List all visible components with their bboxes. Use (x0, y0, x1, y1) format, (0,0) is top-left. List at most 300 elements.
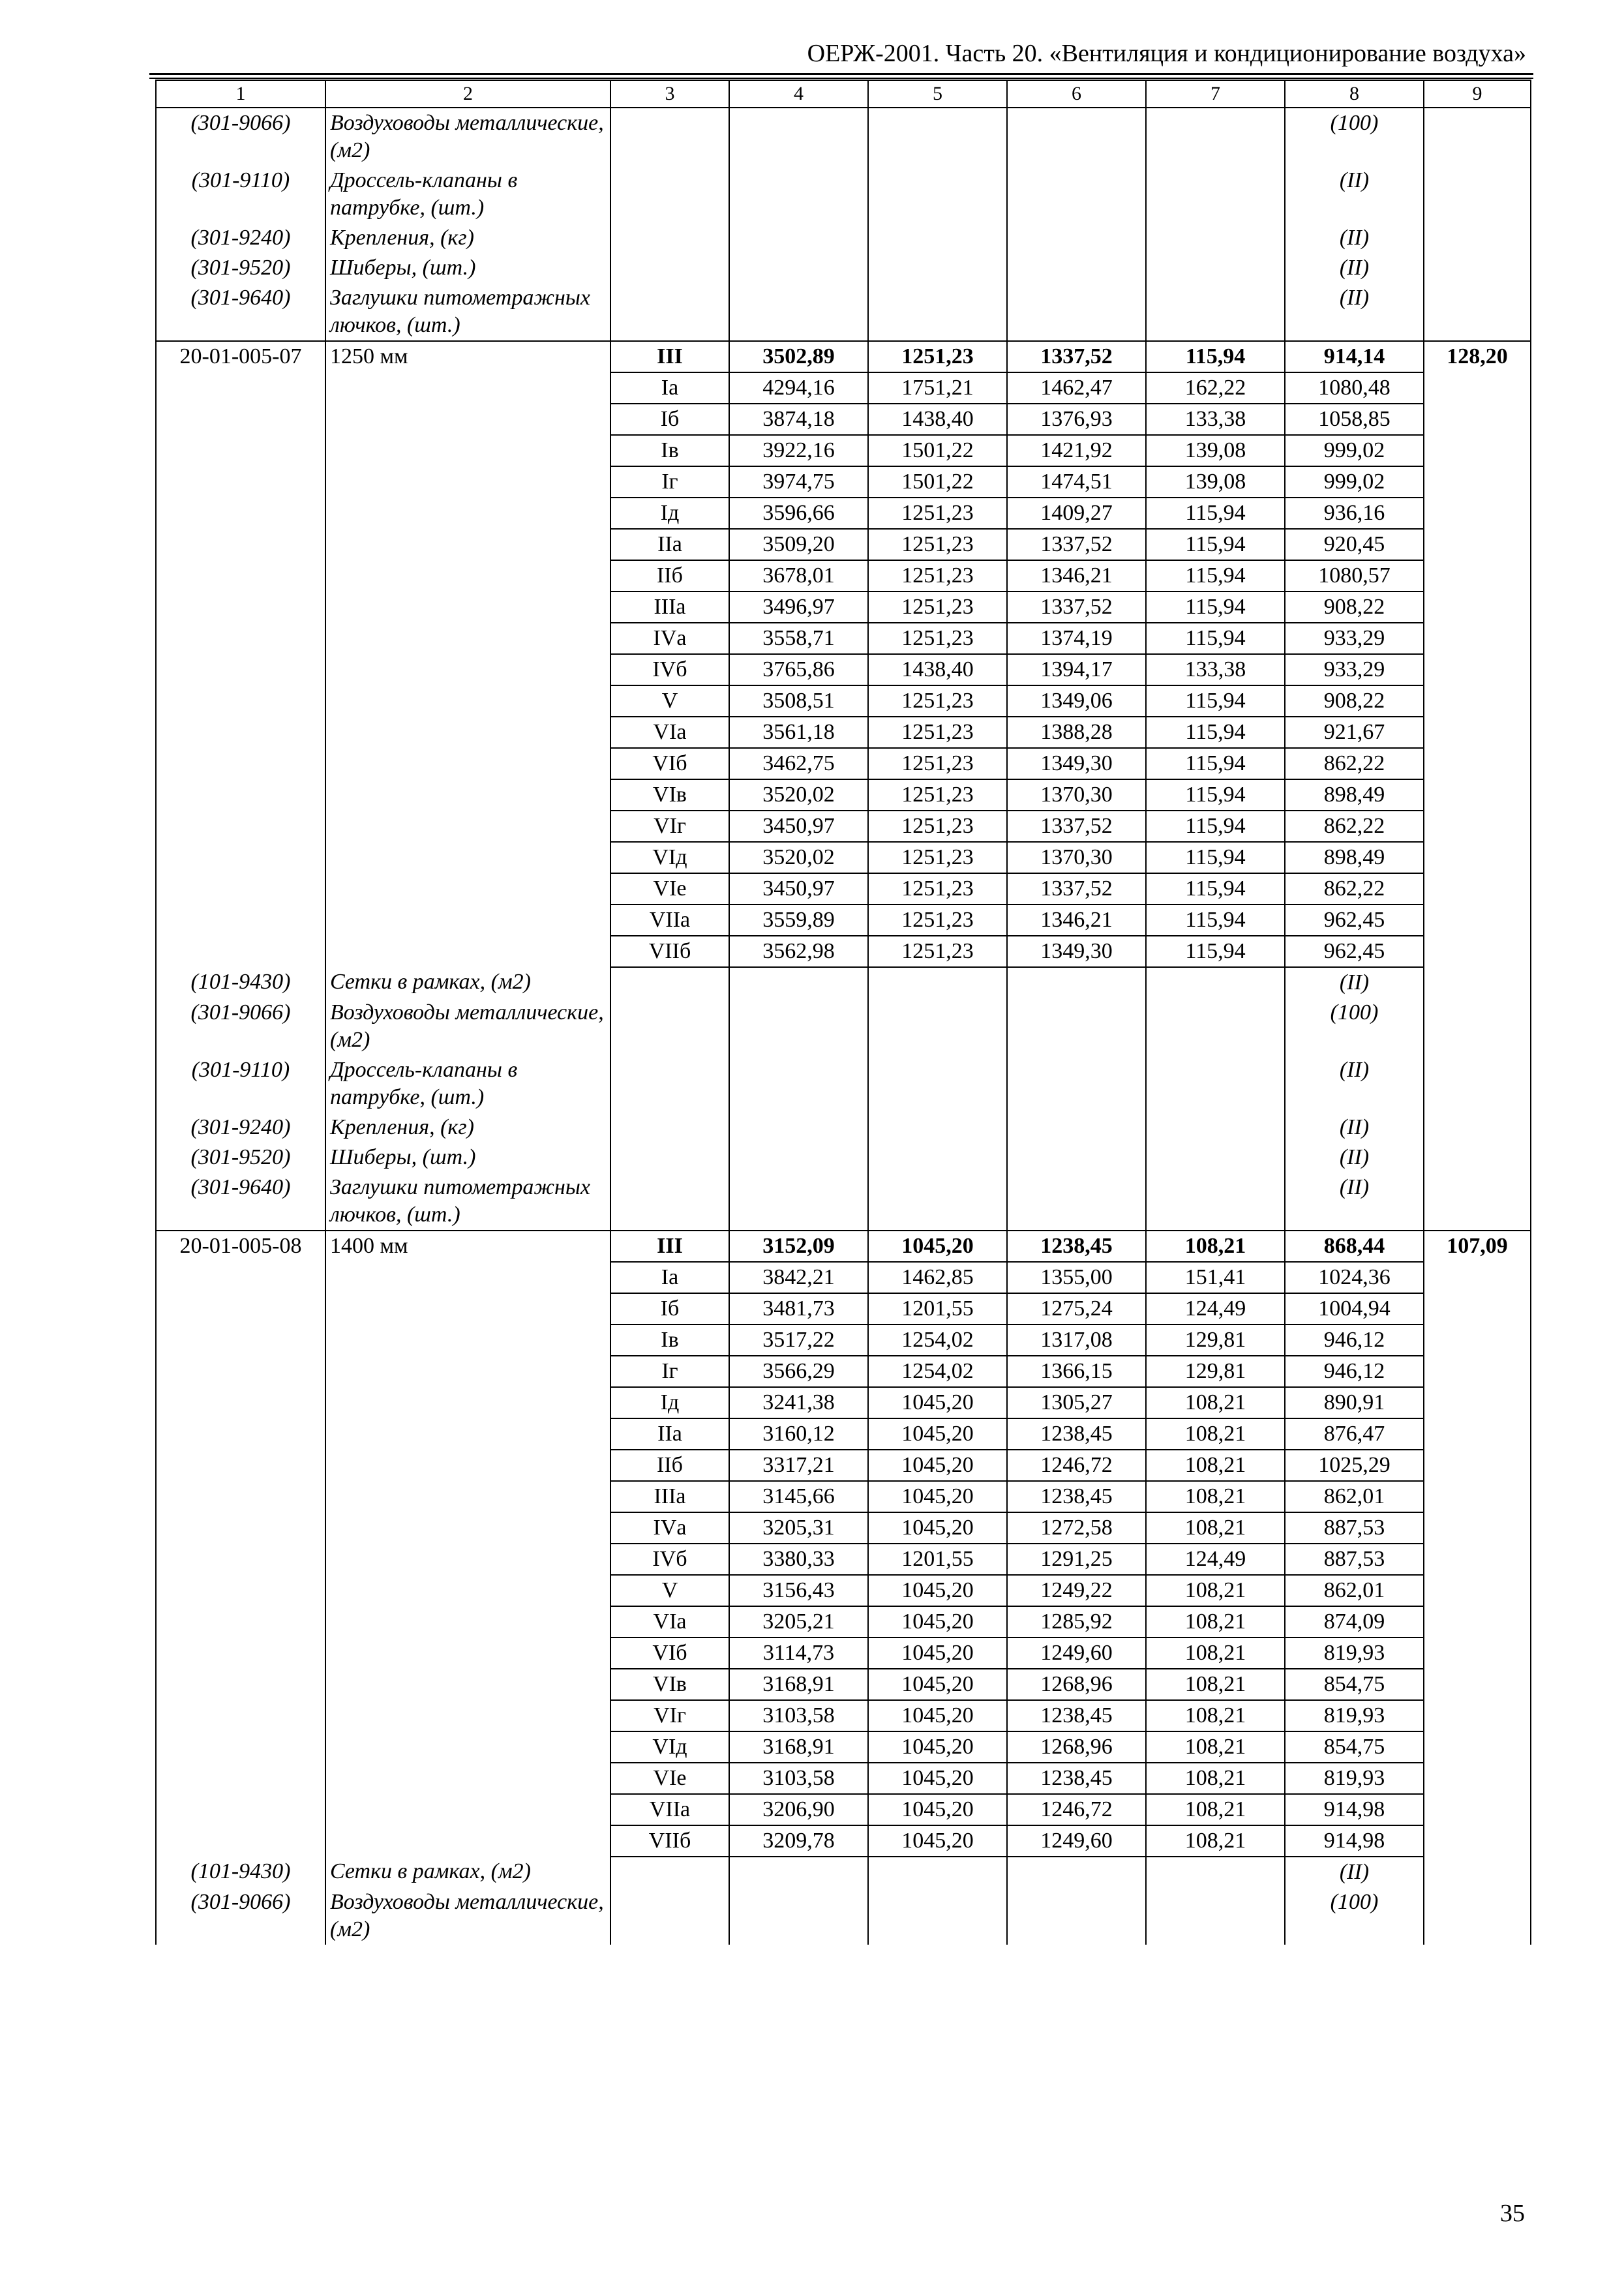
material-row (156, 998, 1531, 1055)
zone-label: VIIа (610, 905, 729, 936)
cost-machinists-wages: 108,21 (1146, 1512, 1285, 1544)
empty-cell (1007, 967, 1146, 998)
empty-cell (325, 936, 610, 967)
empty-cell (156, 1262, 325, 1293)
material-row (156, 1143, 1531, 1173)
empty-cell (325, 529, 610, 560)
cost-machinists-wages: 133,38 (1146, 654, 1285, 685)
cost-machinists-wages: 108,21 (1146, 1669, 1285, 1700)
cost-labor: 1462,85 (868, 1262, 1007, 1293)
empty-cell (156, 1700, 325, 1731)
empty-cell (729, 1173, 868, 1231)
empty-cell (325, 1763, 610, 1794)
material-row (156, 1887, 1531, 1945)
empty-cell (156, 1606, 325, 1638)
cost-machinists-wages: 108,21 (1146, 1763, 1285, 1794)
empty-cell (1146, 1113, 1285, 1143)
empty-cell (1146, 108, 1285, 166)
empty-cell (610, 967, 729, 998)
cost-total: 3205,31 (729, 1512, 868, 1544)
cost-labor: 1251,23 (868, 591, 1007, 623)
material-quantity: (II) (1285, 1113, 1424, 1143)
empty-cell (325, 1418, 610, 1450)
zone-label: VIа (610, 717, 729, 748)
cost-machines: 1462,47 (1007, 372, 1146, 404)
rate-row-main (156, 1231, 1531, 1262)
cost-machinists-wages: 139,08 (1146, 435, 1285, 466)
labor-hours: 107,09 (1424, 1231, 1531, 1262)
empty-cell (325, 1825, 610, 1857)
cost-machinists-wages: 124,49 (1146, 1293, 1285, 1324)
zone-label: V (610, 1575, 729, 1606)
cost-machines: 1272,58 (1007, 1512, 1146, 1544)
rates-table (155, 80, 1531, 1945)
empty-cell (156, 591, 325, 623)
empty-cell (156, 717, 325, 748)
rate-row (156, 529, 1531, 560)
cost-machines: 1366,15 (1007, 1356, 1146, 1387)
cost-machinists-wages: 115,94 (1146, 685, 1285, 717)
column-number: 4 (729, 80, 868, 108)
rate-row (156, 560, 1531, 591)
empty-cell (1424, 967, 1531, 998)
cost-total: 3520,02 (729, 779, 868, 811)
cost-machinists-wages: 115,94 (1146, 936, 1285, 967)
material-name: Сетки в рамках, (м2) (325, 1857, 610, 1887)
cost-labor: 1045,20 (868, 1450, 1007, 1481)
empty-cell (1424, 1544, 1531, 1575)
zone-label: IVб (610, 1544, 729, 1575)
rate-row (156, 1356, 1531, 1387)
empty-cell (1424, 1669, 1531, 1700)
empty-cell (325, 1512, 610, 1544)
rate-row (156, 1418, 1531, 1450)
empty-cell (610, 108, 729, 166)
cost-machines: 1268,96 (1007, 1731, 1146, 1763)
zone-label: IIа (610, 1418, 729, 1450)
empty-cell (325, 905, 610, 936)
cost-total: 3160,12 (729, 1418, 868, 1450)
empty-cell (156, 1763, 325, 1794)
empty-cell (325, 560, 610, 591)
cost-machines: 1337,52 (1007, 591, 1146, 623)
empty-cell (729, 166, 868, 223)
empty-cell (729, 1887, 868, 1945)
empty-cell (1007, 1055, 1146, 1113)
cost-labor: 1251,23 (868, 905, 1007, 936)
cost-labor: 1251,23 (868, 560, 1007, 591)
empty-cell (1424, 1387, 1531, 1418)
cost-materials: 920,45 (1285, 529, 1424, 560)
cost-machinists-wages: 129,81 (1146, 1356, 1285, 1387)
cost-machinists-wages: 139,08 (1146, 466, 1285, 498)
cost-total: 3450,97 (729, 873, 868, 905)
cost-machinists-wages: 115,94 (1146, 498, 1285, 529)
cost-total: 3103,58 (729, 1763, 868, 1794)
empty-cell (729, 1857, 868, 1887)
cost-machinists-wages: 115,94 (1146, 341, 1285, 372)
empty-cell (868, 1113, 1007, 1143)
cost-machines: 1238,45 (1007, 1481, 1146, 1512)
empty-cell (868, 283, 1007, 341)
cost-total: 3481,73 (729, 1293, 868, 1324)
rate-row (156, 654, 1531, 685)
empty-cell (156, 529, 325, 560)
empty-cell (1424, 1825, 1531, 1857)
rate-row (156, 404, 1531, 435)
material-row (156, 1055, 1531, 1113)
empty-cell (325, 717, 610, 748)
cost-labor: 1045,20 (868, 1387, 1007, 1418)
empty-cell (325, 748, 610, 779)
cost-materials: 862,22 (1285, 811, 1424, 842)
cost-labor: 1045,20 (868, 1481, 1007, 1512)
material-row (156, 223, 1531, 253)
rate-row (156, 1544, 1531, 1575)
zone-label: IIIа (610, 1481, 729, 1512)
material-code: (301-9240) (156, 223, 325, 253)
empty-cell (1424, 811, 1531, 842)
empty-cell (1146, 998, 1285, 1055)
empty-cell (729, 253, 868, 283)
cost-machinists-wages: 108,21 (1146, 1825, 1285, 1857)
cost-machinists-wages: 115,94 (1146, 873, 1285, 905)
cost-labor: 1251,23 (868, 873, 1007, 905)
empty-cell (1424, 654, 1531, 685)
cost-machines: 1275,24 (1007, 1293, 1146, 1324)
cost-total: 3317,21 (729, 1450, 868, 1481)
cost-materials: 914,98 (1285, 1794, 1424, 1825)
cost-materials: 1024,36 (1285, 1262, 1424, 1293)
empty-cell (1424, 1262, 1531, 1293)
zone-label: VIа (610, 1606, 729, 1638)
cost-machinists-wages: 108,21 (1146, 1231, 1285, 1262)
cost-machines: 1249,60 (1007, 1825, 1146, 1857)
cost-total: 3765,86 (729, 654, 868, 685)
empty-cell (1424, 560, 1531, 591)
zone-label: VIб (610, 1638, 729, 1669)
cost-machinists-wages: 115,94 (1146, 529, 1285, 560)
empty-cell (325, 623, 610, 654)
rate-row (156, 1638, 1531, 1669)
empty-cell (1424, 1324, 1531, 1356)
empty-cell (868, 108, 1007, 166)
empty-cell (156, 1825, 325, 1857)
empty-cell (1424, 1356, 1531, 1387)
zone-label: VIг (610, 1700, 729, 1731)
cost-labor: 1254,02 (868, 1324, 1007, 1356)
material-quantity: (II) (1285, 1857, 1424, 1887)
cost-total: 3509,20 (729, 529, 868, 560)
cost-total: 3205,21 (729, 1606, 868, 1638)
empty-cell (156, 842, 325, 873)
cost-materials: 887,53 (1285, 1544, 1424, 1575)
material-quantity: (II) (1285, 253, 1424, 283)
cost-machines: 1346,21 (1007, 905, 1146, 936)
empty-cell (325, 873, 610, 905)
cost-materials: 819,93 (1285, 1700, 1424, 1731)
empty-cell (156, 811, 325, 842)
zone-label: VIб (610, 748, 729, 779)
cost-total: 3156,43 (729, 1575, 868, 1606)
empty-cell (325, 498, 610, 529)
empty-cell (610, 1113, 729, 1143)
cost-labor: 1251,23 (868, 341, 1007, 372)
empty-cell (1424, 1731, 1531, 1763)
material-name: Шиберы, (шт.) (325, 253, 610, 283)
empty-cell (1146, 967, 1285, 998)
zone-label: VIд (610, 842, 729, 873)
zone-label: IVа (610, 623, 729, 654)
empty-cell (610, 1055, 729, 1113)
empty-cell (610, 1857, 729, 1887)
zone-label: Iг (610, 466, 729, 498)
empty-cell (1424, 1512, 1531, 1544)
rate-row (156, 435, 1531, 466)
empty-cell (325, 435, 610, 466)
empty-cell (1424, 466, 1531, 498)
empty-cell (729, 1055, 868, 1113)
cost-machines: 1394,17 (1007, 654, 1146, 685)
cost-materials: 868,44 (1285, 1231, 1424, 1262)
empty-cell (325, 779, 610, 811)
empty-cell (868, 1173, 1007, 1231)
zone-label: Iв (610, 1324, 729, 1356)
cost-materials: 962,45 (1285, 936, 1424, 967)
rate-row (156, 466, 1531, 498)
empty-cell (156, 466, 325, 498)
empty-cell (1146, 166, 1285, 223)
empty-cell (325, 1262, 610, 1293)
cost-total: 3566,29 (729, 1356, 868, 1387)
page-number: 35 (1500, 2200, 1525, 2227)
empty-cell (610, 253, 729, 283)
rate-row (156, 685, 1531, 717)
material-row (156, 166, 1531, 223)
material-code: (101-9430) (156, 967, 325, 998)
material-row (156, 967, 1531, 998)
empty-cell (156, 779, 325, 811)
cost-total: 3561,18 (729, 717, 868, 748)
column-number: 1 (156, 80, 325, 108)
cost-total: 3562,98 (729, 936, 868, 967)
empty-cell (1007, 223, 1146, 253)
zone-label: VIв (610, 1669, 729, 1700)
empty-cell (1424, 1173, 1531, 1231)
zone-label: III (610, 1231, 729, 1262)
cost-materials: 914,98 (1285, 1825, 1424, 1857)
cost-machinists-wages: 129,81 (1146, 1324, 1285, 1356)
cost-total: 3209,78 (729, 1825, 868, 1857)
empty-cell (1007, 1143, 1146, 1173)
rate-row (156, 748, 1531, 779)
cost-total: 3103,58 (729, 1700, 868, 1731)
empty-cell (325, 372, 610, 404)
empty-cell (1146, 283, 1285, 341)
cost-total: 3842,21 (729, 1262, 868, 1293)
zone-label: VIIб (610, 1825, 729, 1857)
empty-cell (1007, 998, 1146, 1055)
empty-cell (1424, 1055, 1531, 1113)
cost-machinists-wages: 124,49 (1146, 1544, 1285, 1575)
empty-cell (1146, 1857, 1285, 1887)
cost-labor: 1045,20 (868, 1231, 1007, 1262)
rate-row (156, 623, 1531, 654)
cost-machines: 1374,19 (1007, 623, 1146, 654)
material-code: (301-9520) (156, 1143, 325, 1173)
material-name: Воздуховоды металлические, (м2) (325, 1887, 610, 1945)
rate-row (156, 1825, 1531, 1857)
rate-code: 20-01-005-07 (156, 341, 325, 372)
cost-materials: 862,22 (1285, 748, 1424, 779)
empty-cell (868, 1055, 1007, 1113)
cost-total: 4294,16 (729, 372, 868, 404)
empty-cell (156, 404, 325, 435)
empty-cell (156, 1794, 325, 1825)
zone-label: Iб (610, 404, 729, 435)
cost-machinists-wages: 108,21 (1146, 1575, 1285, 1606)
empty-cell (156, 1418, 325, 1450)
cost-machinists-wages: 108,21 (1146, 1638, 1285, 1669)
cost-total: 3517,22 (729, 1324, 868, 1356)
material-code: (301-9066) (156, 1887, 325, 1945)
material-quantity: (II) (1285, 223, 1424, 253)
empty-cell (1424, 623, 1531, 654)
material-quantity: (II) (1285, 967, 1424, 998)
cost-total: 3502,89 (729, 341, 868, 372)
empty-cell (325, 1450, 610, 1481)
cost-total: 3678,01 (729, 560, 868, 591)
cost-machines: 1474,51 (1007, 466, 1146, 498)
empty-cell (1424, 1857, 1531, 1887)
cost-labor: 1438,40 (868, 654, 1007, 685)
cost-machines: 1249,22 (1007, 1575, 1146, 1606)
empty-cell (1424, 253, 1531, 283)
cost-machinists-wages: 108,21 (1146, 1606, 1285, 1638)
column-number: 7 (1146, 80, 1285, 108)
cost-total: 3241,38 (729, 1387, 868, 1418)
cost-machines: 1346,21 (1007, 560, 1146, 591)
cost-machinists-wages: 115,94 (1146, 842, 1285, 873)
empty-cell (156, 1544, 325, 1575)
empty-cell (1424, 1293, 1531, 1324)
cost-total: 3520,02 (729, 842, 868, 873)
zone-label: VIIб (610, 936, 729, 967)
empty-cell (1424, 283, 1531, 341)
cost-materials: 946,12 (1285, 1356, 1424, 1387)
empty-cell (1007, 108, 1146, 166)
material-quantity: (II) (1285, 283, 1424, 341)
rate-row (156, 1450, 1531, 1481)
material-row (156, 283, 1531, 341)
zone-label: VIIа (610, 1794, 729, 1825)
empty-cell (1007, 253, 1146, 283)
empty-cell (729, 967, 868, 998)
empty-cell (1146, 253, 1285, 283)
cost-machines: 1388,28 (1007, 717, 1146, 748)
material-code: (301-9110) (156, 166, 325, 223)
material-row (156, 1857, 1531, 1887)
rate-row (156, 1606, 1531, 1638)
empty-cell (156, 873, 325, 905)
rate-row (156, 1481, 1531, 1512)
empty-cell (325, 1794, 610, 1825)
cost-machines: 1305,27 (1007, 1387, 1146, 1418)
cost-labor: 1045,20 (868, 1669, 1007, 1700)
rate-row (156, 811, 1531, 842)
cost-labor: 1045,20 (868, 1731, 1007, 1763)
rate-row (156, 1512, 1531, 1544)
empty-cell (1146, 1887, 1285, 1945)
cost-labor: 1254,02 (868, 1356, 1007, 1387)
rate-row (156, 372, 1531, 404)
cost-labor: 1251,23 (868, 529, 1007, 560)
rate-row (156, 1293, 1531, 1324)
empty-cell (156, 1512, 325, 1544)
cost-total: 3496,97 (729, 591, 868, 623)
zone-label: Iб (610, 1293, 729, 1324)
rate-row (156, 1794, 1531, 1825)
cost-materials: 914,14 (1285, 341, 1424, 372)
empty-cell (1424, 372, 1531, 404)
empty-cell (1424, 404, 1531, 435)
empty-cell (729, 1113, 868, 1143)
cost-total: 3152,09 (729, 1231, 868, 1262)
empty-cell (325, 1356, 610, 1387)
empty-cell (156, 654, 325, 685)
cost-machines: 1249,60 (1007, 1638, 1146, 1669)
cost-materials: 933,29 (1285, 623, 1424, 654)
empty-cell (156, 1324, 325, 1356)
cost-total: 3168,91 (729, 1731, 868, 1763)
material-row (156, 253, 1531, 283)
empty-cell (1424, 1113, 1531, 1143)
cost-labor: 1045,20 (868, 1418, 1007, 1450)
empty-cell (1424, 936, 1531, 967)
cost-materials: 854,75 (1285, 1731, 1424, 1763)
empty-cell (1424, 1606, 1531, 1638)
zone-label: Iг (610, 1356, 729, 1387)
cost-materials: 819,93 (1285, 1638, 1424, 1669)
empty-cell (729, 998, 868, 1055)
cost-total: 3168,91 (729, 1669, 868, 1700)
empty-cell (156, 936, 325, 967)
cost-materials: 1058,85 (1285, 404, 1424, 435)
empty-cell (1424, 1418, 1531, 1450)
empty-cell (1424, 779, 1531, 811)
cost-materials: 1080,48 (1285, 372, 1424, 404)
empty-cell (325, 466, 610, 498)
cost-machines: 1238,45 (1007, 1763, 1146, 1794)
empty-cell (156, 435, 325, 466)
table-body (156, 108, 1531, 1945)
material-name: Сетки в рамках, (м2) (325, 967, 610, 998)
zone-label: IIб (610, 560, 729, 591)
cost-materials: 819,93 (1285, 1763, 1424, 1794)
cost-machines: 1349,30 (1007, 936, 1146, 967)
cost-materials: 936,16 (1285, 498, 1424, 529)
cost-materials: 908,22 (1285, 685, 1424, 717)
cost-labor: 1045,20 (868, 1638, 1007, 1669)
cost-machinists-wages: 115,94 (1146, 717, 1285, 748)
empty-cell (156, 1293, 325, 1324)
empty-cell (1424, 873, 1531, 905)
empty-cell (610, 283, 729, 341)
empty-cell (1424, 498, 1531, 529)
empty-cell (1007, 1113, 1146, 1143)
empty-cell (325, 591, 610, 623)
empty-cell (325, 1638, 610, 1669)
